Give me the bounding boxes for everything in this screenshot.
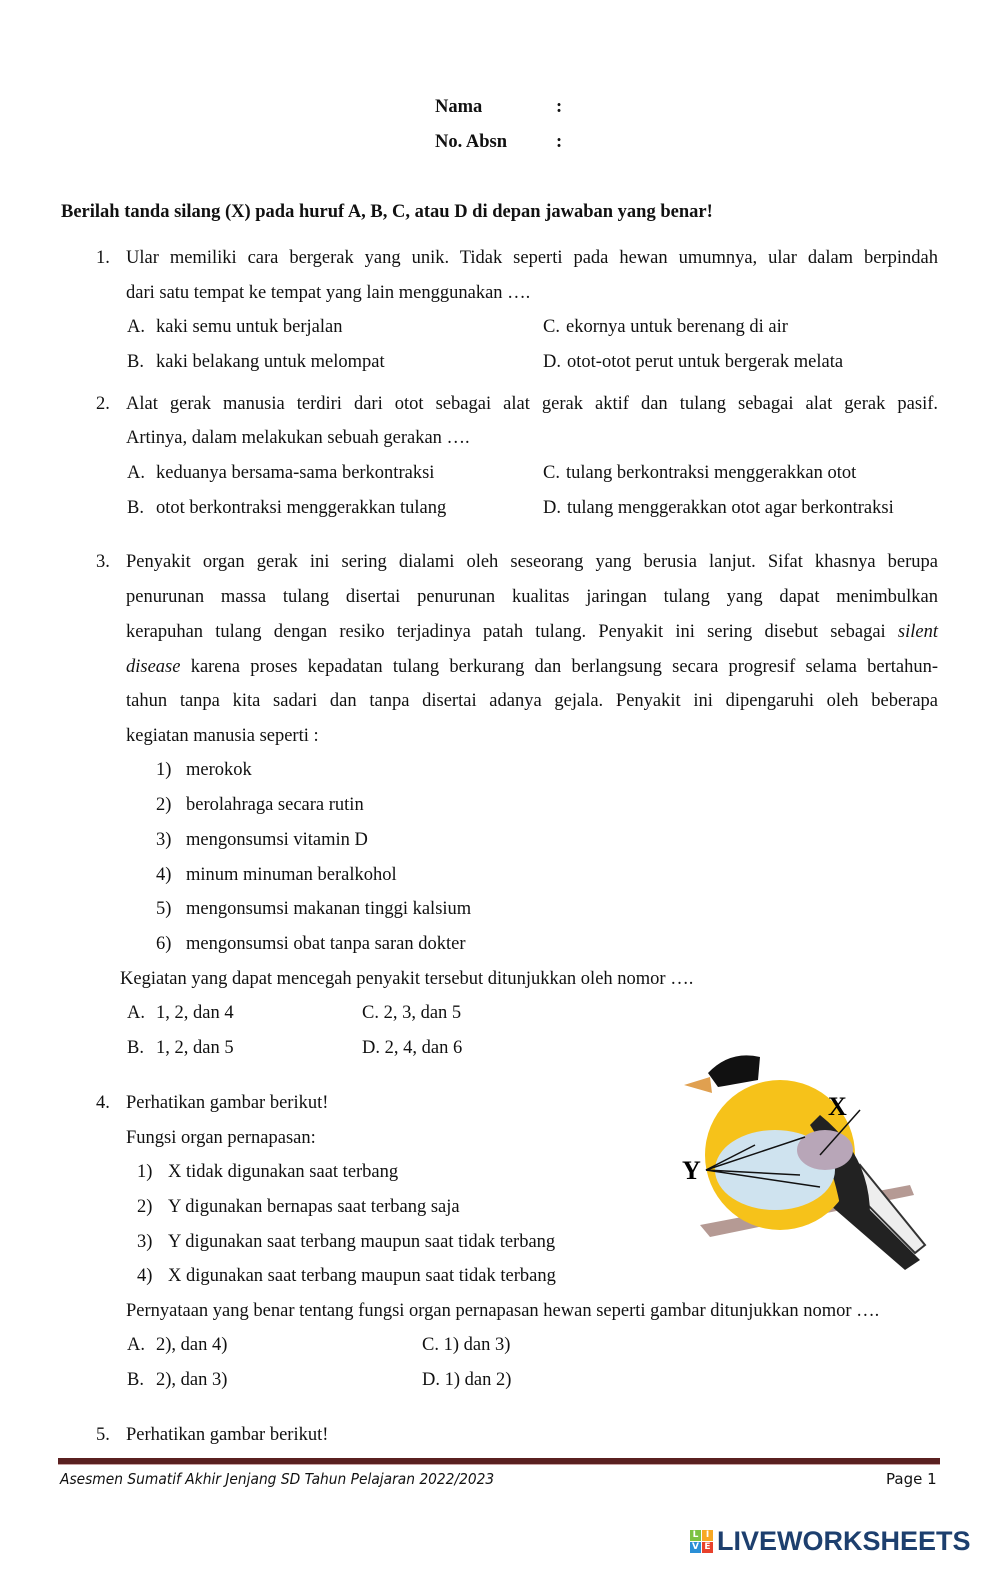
q4-list-item: Y digunakan saat terbang maupun saat tidak terbang (168, 1232, 556, 1252)
q1-option-c[interactable]: ekornya untuk berenang di air (566, 317, 788, 337)
q1-line: dari satu tempat ke tempat yang lain menggunakan …. (126, 283, 531, 303)
q3-line-text: kerapuhan tulang dengan resiko terjadinya patah tulang. Penyakit ini sering disebut sebagai (126, 622, 886, 642)
q3-option-d[interactable]: D. 2, 4, dan 6 (362, 1038, 463, 1058)
logo-mark-letter: V (690, 1542, 701, 1553)
q1-number: 1. (96, 248, 110, 268)
label-x: X (828, 1092, 847, 1121)
footer-rule (58, 1458, 940, 1465)
bird-cap (708, 1055, 760, 1087)
q3-list-item: minum minuman beralkohol (186, 865, 397, 885)
logo-mark-letter: L (690, 1530, 701, 1541)
q3-italic-silent: silent (897, 622, 938, 642)
q4-line: Perhatikan gambar berikut! (126, 1093, 329, 1113)
q2-line: Alat gerak manusia terdiri dari otot sebagai alat gerak aktif dan tulang sebagai alat gerak pasif. (126, 394, 938, 414)
q4-line: Fungsi organ pernapasan: (126, 1128, 316, 1148)
q4-option-d[interactable]: D. 1) dan 2) (422, 1370, 512, 1390)
q4-list-num: 1) (137, 1162, 153, 1182)
q2-option-a-letter[interactable]: A. (127, 463, 145, 483)
q1-option-b[interactable]: kaki belakang untuk melompat (156, 352, 385, 372)
q3-list-num: 1) (156, 760, 172, 780)
q3-list-num: 3) (156, 830, 172, 850)
q4-list-item: Y digunakan bernapas saat terbang saja (168, 1197, 460, 1217)
q3-option-b-letter[interactable]: B. (127, 1038, 144, 1058)
q4-list-item: X tidak digunakan saat terbang (168, 1162, 399, 1182)
q2-option-c[interactable]: tulang berkontraksi menggerakkan otot (566, 463, 857, 483)
q4-list-item: X digunakan saat terbang maupun saat tidak terbang (168, 1266, 556, 1286)
q4-list-num: 2) (137, 1197, 153, 1217)
q4-option-b[interactable]: 2), dan 3) (156, 1370, 228, 1390)
q3-option-b[interactable]: 1, 2, dan 5 (156, 1038, 234, 1058)
q3-option-c[interactable]: C. 2, 3, dan 5 (362, 1003, 462, 1023)
q3-list-item: mengonsumsi vitamin D (186, 830, 368, 850)
bird-beak (684, 1077, 712, 1093)
q3-line: kegiatan manusia seperti : (126, 726, 319, 746)
q2-option-c-letter[interactable]: C. (543, 463, 560, 483)
logo-mark-icon (690, 1530, 713, 1553)
q2-number: 2. (96, 394, 110, 414)
absen-label: No. Absn (435, 132, 507, 152)
q4-option-a-letter[interactable]: A. (127, 1335, 145, 1355)
q3-line (126, 621, 938, 643)
q3-option-a-letter[interactable]: A. (127, 1003, 145, 1023)
q4-option-a[interactable]: 2), dan 4) (156, 1335, 228, 1355)
page-number: Page 1 (886, 1470, 937, 1488)
name-colon: : (556, 97, 563, 117)
q3-italic-disease: disease (126, 657, 181, 677)
q4-option-b-letter[interactable]: B. (127, 1370, 144, 1390)
q4-list-num: 4) (137, 1266, 153, 1286)
q4-prompt: Pernyataan yang benar tentang fungsi organ pernapasan hewan seperti gambar ditunjukkan nomor …. (126, 1301, 880, 1321)
q3-line-text: karena proses kepadatan tulang berkurang dan berlangsung secara progresif selama bertahun- (190, 657, 938, 677)
q5-line: Perhatikan gambar berikut! (126, 1425, 329, 1445)
q3-list-item: mengonsumsi makanan tinggi kalsium (186, 899, 472, 919)
q3-list-num: 2) (156, 795, 172, 815)
name-label: Nama (435, 97, 483, 117)
liveworksheets-logo[interactable] (690, 1526, 971, 1557)
q2-option-a[interactable]: keduanya bersama-sama berkontraksi (156, 463, 435, 483)
q2-option-d[interactable]: tulang menggerakkan otot agar berkontraksi (567, 498, 894, 518)
q3-line: Penyakit organ gerak ini sering dialami oleh seseorang yang berusia lanjut. Sifat khasnya berupa (126, 552, 938, 572)
q3-list-num: 4) (156, 865, 172, 885)
q5-number: 5. (96, 1425, 110, 1445)
q3-list-item: mengonsumsi obat tanpa saran dokter (186, 934, 466, 954)
q1-option-a[interactable]: kaki semu untuk berjalan (156, 317, 343, 337)
q3-line: tahun tanpa kita sadari dan tanpa disertai adanya gejala. Penyakit ini dipengaruhi oleh beberapa (126, 691, 938, 711)
q3-prompt: Kegiatan yang dapat mencegah penyakit tersebut ditunjukkan oleh nomor …. (120, 969, 694, 989)
q1-option-b-letter[interactable]: B. (127, 352, 144, 372)
q3-list-item: berolahraga secara rutin (186, 795, 364, 815)
q1-option-c-letter[interactable]: C. (543, 317, 560, 337)
q1-option-d[interactable]: otot-otot perut untuk bergerak melata (567, 352, 844, 372)
q4-number: 4. (96, 1093, 110, 1113)
absen-colon: : (556, 132, 563, 152)
q2-option-b[interactable]: otot berkontraksi menggerakkan tulang (156, 498, 447, 518)
q3-line (126, 656, 938, 678)
q1-option-a-letter[interactable]: A. (127, 317, 145, 337)
logo-mark-letter: E (702, 1542, 713, 1553)
instruction: Berilah tanda silang (X) pada huruf A, B, C, atau D di depan jawaban yang benar! (61, 202, 713, 222)
q3-line: penurunan massa tulang disertai penurunan kualitas jaringan tulang yang dapat menimbulkan (126, 587, 938, 607)
logo-text: LIVEWORKSHEETS (717, 1526, 971, 1556)
q3-list-num: 6) (156, 934, 172, 954)
q3-list-num: 5) (156, 899, 172, 919)
q3-number: 3. (96, 552, 110, 572)
logo-mark-letter: I (702, 1530, 713, 1541)
q4-list-num: 3) (137, 1232, 153, 1252)
bird-respiratory-figure (670, 1045, 940, 1280)
label-y: Y (682, 1156, 701, 1185)
q2-option-b-letter[interactable]: B. (127, 498, 144, 518)
q1-line: Ular memiliki cara bergerak yang unik. Tidak seperti pada hewan umumnya, ular dalam berpindah (126, 248, 938, 268)
q2-option-d-letter[interactable]: D. (543, 498, 561, 518)
q3-option-a[interactable]: 1, 2, dan 4 (156, 1003, 234, 1023)
q1-option-d-letter[interactable]: D. (543, 352, 561, 372)
q3-list-item: merokok (186, 760, 252, 780)
footer-text: Asesmen Sumatif Akhir Jenjang SD Tahun Pelajaran 2022/2023 (60, 1470, 495, 1488)
q4-option-c[interactable]: C. 1) dan 3) (422, 1335, 511, 1355)
q2-line: Artinya, dalam melakukan sebuah gerakan …. (126, 428, 470, 448)
